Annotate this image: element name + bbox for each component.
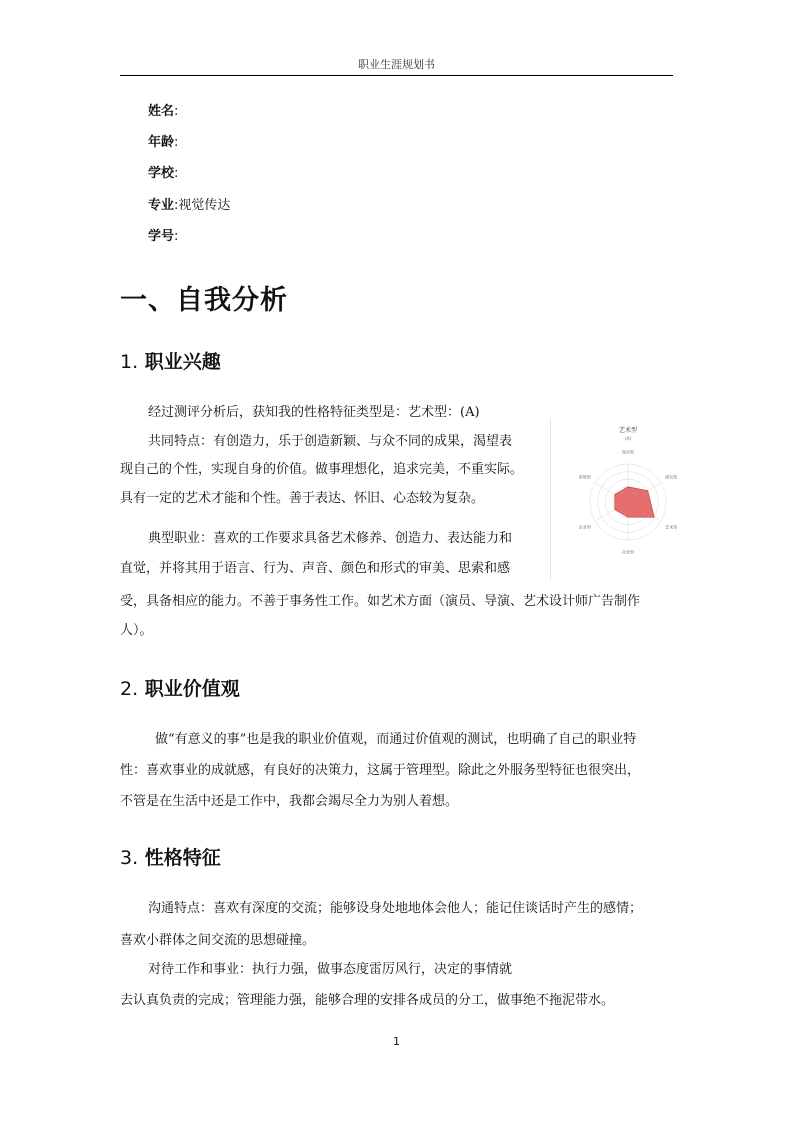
subheading-personality <box>120 843 221 870</box>
field-school: 学校: <box>148 166 179 181</box>
chart-title: 艺术型 <box>618 427 638 434</box>
paragraph-line: 经过测评分析后，获知我的性格特征类型是：艺术型：(A) <box>148 405 480 420</box>
field-name: 姓名: <box>148 104 179 119</box>
paragraph-line: 受，具备相应的能力。不善于事务性工作。如艺术方面（演员、导演、艺术设计师广告制作 <box>120 594 641 609</box>
paragraph-line: 现自己的个性，实现自身的价值。做事理想化，追求完美，不重实际。 <box>120 462 524 477</box>
header-divider <box>120 75 673 76</box>
field-label: 年龄 <box>148 135 175 150</box>
subheading-number: 2. <box>120 678 139 700</box>
paragraph-line: 共同特点：有创造力，乐于创造新颖、与众不同的成果，渴望表 <box>148 434 513 449</box>
field-label: 姓名 <box>148 104 175 119</box>
paragraph-line: 做“有意义的事”也是我的职业价值观，而通过价值观的测试，也明确了自己的职业特 <box>155 732 637 747</box>
page-number: 1 <box>393 1035 400 1048</box>
paragraph-line: 对待工作和事业：执行力强，做事态度雷厉风行，决定的事情就 <box>148 962 513 977</box>
field-label: 专业 <box>148 198 175 213</box>
paragraph-line: 去认真负责的完成；管理能力强，能够合理的安排各成员的分工，做事绝不拖泥带水。 <box>120 993 615 1008</box>
paragraph-line: 不管是在生活中还是工作中，我都会竭尽全力为别人着想。 <box>120 794 459 809</box>
subheading-career-interest <box>120 347 221 374</box>
subheading-text: 性格特征 <box>144 847 221 869</box>
subheading-text: 职业兴趣 <box>144 351 221 373</box>
subheading-number: 1. <box>120 351 139 373</box>
page-header-title: 职业生涯规划书 <box>358 58 435 71</box>
radar-axis-label: 常规型 <box>578 474 591 480</box>
field-label: 学校 <box>148 166 175 181</box>
field-age: 年龄: <box>148 135 179 150</box>
radar-axis-label: 社会型 <box>622 549 634 555</box>
radar-axis-label: 企业型 <box>578 524 591 530</box>
field-major: 专业:视觉传达 <box>148 198 231 213</box>
personality-radar-chart <box>550 418 678 581</box>
chart-subtitle: (A) <box>625 436 631 441</box>
paragraph-line: 喜欢小群体之间交流的思想碰撞。 <box>120 933 316 948</box>
subheading-career-values <box>120 674 240 701</box>
subheading-number: 3. <box>120 847 139 869</box>
paragraph-line: 具有一定的艺术才能和个性。善于表达、怀旧、心态较为复杂。 <box>120 491 485 506</box>
radar-axis-label: 艺术型 <box>665 524 678 530</box>
subheading-text: 职业价值观 <box>144 678 240 700</box>
radar-axis-label: 现实型 <box>622 449 634 455</box>
section-heading-self-analysis: 一、自我分析 <box>120 285 288 316</box>
field-value: 视觉传达 <box>178 198 231 213</box>
field-label: 学号 <box>148 229 175 244</box>
paragraph-line: 性：喜欢事业的成就感，有良好的决策力，这属于管理型。除此之外服务型特征也很突出， <box>120 763 641 778</box>
paragraph-line: 典型职业：喜欢的工作要求具备艺术修养、创造力、表达能力和 <box>148 531 513 546</box>
paragraph-line: 直觉，并将其用于语言、行为、声音、颜色和形式的审美、思索和感 <box>120 561 511 576</box>
paragraph-line: 沟通特点：喜欢有深度的交流；能够设身处地地体会他人；能记住谈话时产生的感情； <box>148 901 643 916</box>
paragraph-line: 人）。 <box>120 623 153 638</box>
radar-axis-label: 研究型 <box>665 474 678 480</box>
field-student-id: 学号: <box>148 229 179 244</box>
